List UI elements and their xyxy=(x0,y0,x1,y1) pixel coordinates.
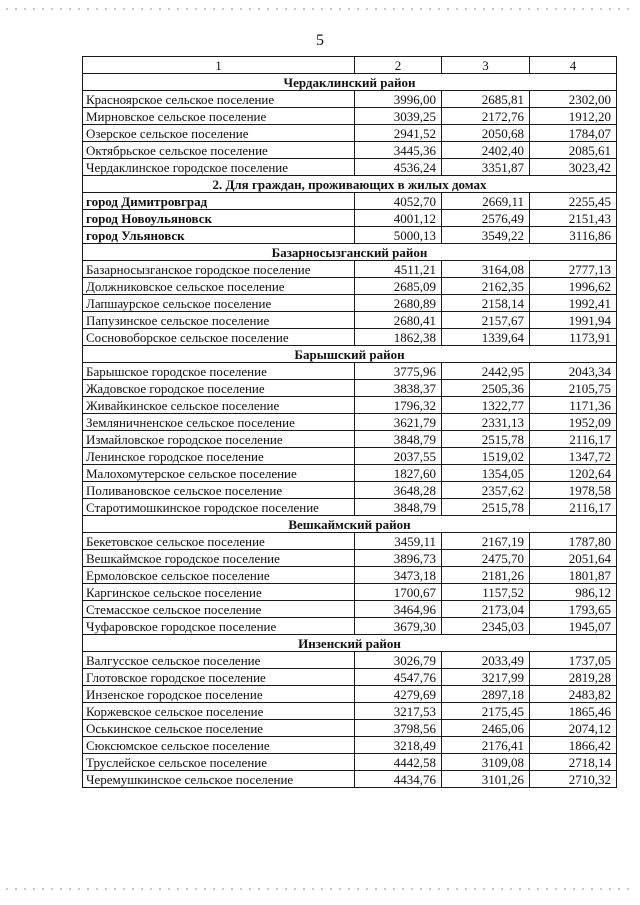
value-col-3: 3164,08 xyxy=(442,261,530,278)
settlement-name: город Новоульяновск xyxy=(83,210,355,227)
value-col-4: 2710,32 xyxy=(530,771,617,788)
value-col-3: 2173,04 xyxy=(442,601,530,618)
table-row xyxy=(83,686,617,703)
section-title: Вешкаймский район xyxy=(83,516,617,533)
value-col-3: 2176,41 xyxy=(442,737,530,754)
table-row xyxy=(83,482,617,499)
value-col-2: 3896,73 xyxy=(355,550,442,567)
table-row xyxy=(83,737,617,754)
column-number-2: 2 xyxy=(355,57,442,74)
value-col-4: 1173,91 xyxy=(530,329,617,346)
value-col-4: 1801,87 xyxy=(530,567,617,584)
settlement-name: Вешкаймское городское поселение xyxy=(83,550,355,567)
value-col-4: 2051,64 xyxy=(530,550,617,567)
settlement-name: Жадовское городское поселение xyxy=(83,380,355,397)
value-col-4: 1992,41 xyxy=(530,295,617,312)
value-col-2: 4442,58 xyxy=(355,754,442,771)
table-row xyxy=(83,448,617,465)
value-col-2: 3218,49 xyxy=(355,737,442,754)
value-col-2: 4434,76 xyxy=(355,771,442,788)
value-col-2: 3473,18 xyxy=(355,567,442,584)
value-col-4: 1866,42 xyxy=(530,737,617,754)
settlement-name: Инзенское городское поселение xyxy=(83,686,355,703)
settlement-name: Октябрьское сельское поселение xyxy=(83,142,355,159)
section-header-row xyxy=(83,74,617,91)
value-col-3: 2897,18 xyxy=(442,686,530,703)
value-col-3: 1354,05 xyxy=(442,465,530,482)
table-row xyxy=(83,125,617,142)
value-col-3: 2033,49 xyxy=(442,652,530,669)
value-col-2: 4052,70 xyxy=(355,193,442,210)
value-col-3: 1339,64 xyxy=(442,329,530,346)
value-col-2: 1862,38 xyxy=(355,329,442,346)
value-col-4: 2777,13 xyxy=(530,261,617,278)
table-row xyxy=(83,720,617,737)
value-col-2: 3039,25 xyxy=(355,108,442,125)
table-row xyxy=(83,193,617,210)
settlement-name: Чуфаровское городское поселение xyxy=(83,618,355,635)
value-col-2: 2685,09 xyxy=(355,278,442,295)
value-col-3: 3549,22 xyxy=(442,227,530,244)
value-col-3: 2669,11 xyxy=(442,193,530,210)
column-number-3: 3 xyxy=(442,57,530,74)
section-header-row xyxy=(83,516,617,533)
section-title: Инзенский район xyxy=(83,635,617,652)
value-col-4: 2718,14 xyxy=(530,754,617,771)
section-title: Барышский район xyxy=(83,346,617,363)
value-col-3: 2515,78 xyxy=(442,499,530,516)
value-col-2: 3464,96 xyxy=(355,601,442,618)
settlement-name: Ленинское городское поселение xyxy=(83,448,355,465)
value-col-3: 2162,35 xyxy=(442,278,530,295)
settlement-name: Бекетовское сельское поселение xyxy=(83,533,355,550)
section-header-row xyxy=(83,346,617,363)
section-title: Базарносызганский район xyxy=(83,244,617,261)
value-col-2: 2680,41 xyxy=(355,312,442,329)
value-col-3: 2576,49 xyxy=(442,210,530,227)
value-col-2: 3621,79 xyxy=(355,414,442,431)
value-col-2: 3996,00 xyxy=(355,91,442,108)
settlement-name: Измайловское городское поселение xyxy=(83,431,355,448)
section-header-row xyxy=(83,244,617,261)
value-col-4: 2085,61 xyxy=(530,142,617,159)
value-col-3: 2442,95 xyxy=(442,363,530,380)
settlement-name: Труслейское сельское поселение xyxy=(83,754,355,771)
value-col-2: 3775,96 xyxy=(355,363,442,380)
value-col-3: 2345,03 xyxy=(442,618,530,635)
value-col-2: 1700,67 xyxy=(355,584,442,601)
page-number: 5 xyxy=(316,32,324,49)
value-col-2: 3848,79 xyxy=(355,499,442,516)
value-col-4: 2255,45 xyxy=(530,193,617,210)
settlement-name: город Ульяновск xyxy=(83,227,355,244)
value-col-2: 2941,52 xyxy=(355,125,442,142)
table-row xyxy=(83,261,617,278)
value-col-3: 2181,26 xyxy=(442,567,530,584)
value-col-4: 2483,82 xyxy=(530,686,617,703)
settlement-name: Папузинское сельское поселение xyxy=(83,312,355,329)
value-col-3: 2167,19 xyxy=(442,533,530,550)
table-row xyxy=(83,329,617,346)
settlement-name: Должниковское сельское поселение xyxy=(83,278,355,295)
value-col-4: 2116,17 xyxy=(530,499,617,516)
value-col-4: 1945,07 xyxy=(530,618,617,635)
settlement-name: Глотовское городское поселение xyxy=(83,669,355,686)
scan-artifact-top xyxy=(6,8,634,10)
table-row xyxy=(83,533,617,550)
value-col-4: 2302,00 xyxy=(530,91,617,108)
table-row xyxy=(83,669,617,686)
column-number-1: 1 xyxy=(83,57,355,74)
table-row xyxy=(83,210,617,227)
value-col-2: 4547,76 xyxy=(355,669,442,686)
value-col-4: 1171,36 xyxy=(530,397,617,414)
value-col-3: 1322,77 xyxy=(442,397,530,414)
settlement-name: Красноярское сельское поселение xyxy=(83,91,355,108)
value-col-2: 4536,24 xyxy=(355,159,442,176)
value-col-4: 2074,12 xyxy=(530,720,617,737)
value-col-4: 2105,75 xyxy=(530,380,617,397)
value-col-2: 3679,30 xyxy=(355,618,442,635)
value-col-3: 2465,06 xyxy=(442,720,530,737)
settlement-name: Стемасское сельское поселение xyxy=(83,601,355,618)
value-col-3: 1519,02 xyxy=(442,448,530,465)
value-col-4: 1912,20 xyxy=(530,108,617,125)
settlement-name: Коржевское сельское поселение xyxy=(83,703,355,720)
tariff-table-body xyxy=(83,57,617,788)
value-col-3: 2685,81 xyxy=(442,91,530,108)
table-row xyxy=(83,567,617,584)
value-col-3: 2172,76 xyxy=(442,108,530,125)
settlement-name: Черемушкинское сельское поселение xyxy=(83,771,355,788)
value-col-3: 1157,52 xyxy=(442,584,530,601)
value-col-3: 3101,26 xyxy=(442,771,530,788)
table-row xyxy=(83,159,617,176)
value-col-2: 3217,53 xyxy=(355,703,442,720)
settlement-name: Валгусское сельское поселение xyxy=(83,652,355,669)
scan-artifact-bottom xyxy=(6,888,634,890)
table-row xyxy=(83,91,617,108)
table-row xyxy=(83,397,617,414)
table-row xyxy=(83,771,617,788)
value-col-3: 2475,70 xyxy=(442,550,530,567)
section-header-row xyxy=(83,635,617,652)
value-col-3: 2050,68 xyxy=(442,125,530,142)
section-title: Чердаклинский район xyxy=(83,74,617,91)
table-row xyxy=(83,278,617,295)
value-col-2: 4511,21 xyxy=(355,261,442,278)
value-col-4: 1996,62 xyxy=(530,278,617,295)
value-col-2: 3848,79 xyxy=(355,431,442,448)
table-row xyxy=(83,754,617,771)
value-col-4: 2043,34 xyxy=(530,363,617,380)
table-row xyxy=(83,584,617,601)
table-row xyxy=(83,108,617,125)
value-col-3: 3351,87 xyxy=(442,159,530,176)
value-col-4: 1952,09 xyxy=(530,414,617,431)
settlement-name: Чердаклинское городское поселение xyxy=(83,159,355,176)
value-col-3: 2515,78 xyxy=(442,431,530,448)
table-row xyxy=(83,142,617,159)
settlement-name: Земляничненское сельское поселение xyxy=(83,414,355,431)
table-row xyxy=(83,227,617,244)
tariff-table xyxy=(82,56,617,788)
value-col-2: 3445,36 xyxy=(355,142,442,159)
value-col-3: 3109,08 xyxy=(442,754,530,771)
settlement-name: Каргинское сельское поселение xyxy=(83,584,355,601)
table-row xyxy=(83,295,617,312)
settlement-name: город Димитровград xyxy=(83,193,355,210)
settlement-name: Озерское сельское поселение xyxy=(83,125,355,142)
value-col-3: 2357,62 xyxy=(442,482,530,499)
settlement-name: Поливановское сельское поселение xyxy=(83,482,355,499)
table-row xyxy=(83,465,617,482)
value-col-4: 1978,58 xyxy=(530,482,617,499)
table-row xyxy=(83,431,617,448)
value-col-4: 1787,80 xyxy=(530,533,617,550)
value-col-2: 3798,56 xyxy=(355,720,442,737)
value-col-4: 2819,28 xyxy=(530,669,617,686)
value-col-4: 1784,07 xyxy=(530,125,617,142)
value-col-2: 3026,79 xyxy=(355,652,442,669)
settlement-name: Ермоловское сельское поселение xyxy=(83,567,355,584)
value-col-4: 1737,05 xyxy=(530,652,617,669)
value-col-2: 3459,11 xyxy=(355,533,442,550)
table-row xyxy=(83,499,617,516)
column-number-4: 4 xyxy=(530,57,617,74)
value-col-4: 1202,64 xyxy=(530,465,617,482)
value-col-2: 2037,55 xyxy=(355,448,442,465)
value-col-3: 2158,14 xyxy=(442,295,530,312)
value-col-2: 3838,37 xyxy=(355,380,442,397)
value-col-3: 2331,13 xyxy=(442,414,530,431)
section-title: 2. Для граждан, проживающих в жилых домах xyxy=(83,176,617,193)
table-row xyxy=(83,703,617,720)
section-header-row xyxy=(83,176,617,193)
settlement-name: Мирновское сельское поселение xyxy=(83,108,355,125)
value-col-4: 2151,43 xyxy=(530,210,617,227)
value-col-2: 3648,28 xyxy=(355,482,442,499)
value-col-3: 3217,99 xyxy=(442,669,530,686)
value-col-3: 2402,40 xyxy=(442,142,530,159)
value-col-4: 1347,72 xyxy=(530,448,617,465)
settlement-name: Живайкинское сельское поселение xyxy=(83,397,355,414)
value-col-3: 2505,36 xyxy=(442,380,530,397)
table-row xyxy=(83,550,617,567)
value-col-4: 2116,17 xyxy=(530,431,617,448)
value-col-2: 4279,69 xyxy=(355,686,442,703)
settlement-name: Сюксюмское сельское поселение xyxy=(83,737,355,754)
value-col-4: 1865,46 xyxy=(530,703,617,720)
value-col-4: 1991,94 xyxy=(530,312,617,329)
value-col-4: 3116,86 xyxy=(530,227,617,244)
column-number-row xyxy=(83,57,617,74)
value-col-3: 2157,67 xyxy=(442,312,530,329)
settlement-name: Старотимошкинское городское поселение xyxy=(83,499,355,516)
value-col-4: 3023,42 xyxy=(530,159,617,176)
settlement-name: Базарносызганское городское поселение xyxy=(83,261,355,278)
table-row xyxy=(83,601,617,618)
table-row xyxy=(83,618,617,635)
value-col-3: 2175,45 xyxy=(442,703,530,720)
settlement-name: Лапшаурское сельское поселение xyxy=(83,295,355,312)
value-col-4: 986,12 xyxy=(530,584,617,601)
settlement-name: Барышское городское поселение xyxy=(83,363,355,380)
table-row xyxy=(83,312,617,329)
settlement-name: Малохомутерское сельское поселение xyxy=(83,465,355,482)
table-row xyxy=(83,652,617,669)
settlement-name: Оськинское сельское поселение xyxy=(83,720,355,737)
value-col-2: 2680,89 xyxy=(355,295,442,312)
table-row xyxy=(83,380,617,397)
value-col-2: 1796,32 xyxy=(355,397,442,414)
value-col-2: 4001,12 xyxy=(355,210,442,227)
table-row xyxy=(83,363,617,380)
value-col-2: 5000,13 xyxy=(355,227,442,244)
value-col-4: 1793,65 xyxy=(530,601,617,618)
table-row xyxy=(83,414,617,431)
value-col-2: 1827,60 xyxy=(355,465,442,482)
settlement-name: Сосновоборское сельское поселение xyxy=(83,329,355,346)
